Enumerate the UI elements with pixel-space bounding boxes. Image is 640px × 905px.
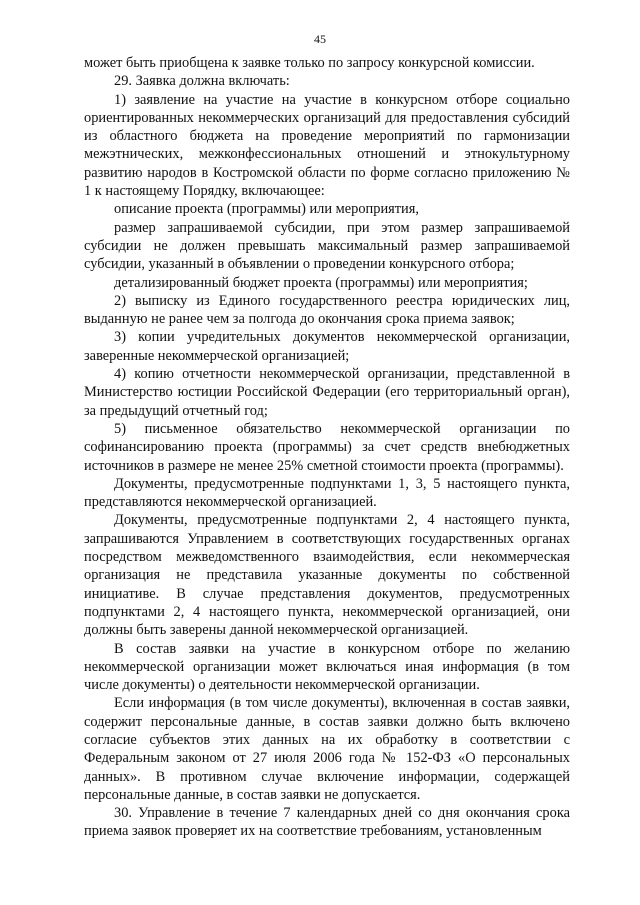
paragraph-subitem-1: 1) заявление на участие на участие в конкурсном отборе социально ориентированных некоммерческих организаций для предоставления субсидий из областного бюджета на проведение мероприятий по гармонизации межэтнических, межконфессиональных отношений и этнокультурному развитию народов в Костромской области по форме согласно приложению № 1 к настоящему Порядку, включающее:	[84, 91, 570, 200]
paragraph-detailed-budget: детализированный бюджет проекта (программы) или мероприятия;	[114, 274, 528, 291]
paragraph-additional-info: В состав заявки на участие в конкурсном отборе по желанию некоммерческой организации может включаться иная информация (в том числе документы) о деятельности некоммерческой организации.	[84, 640, 570, 694]
paragraph-subitem-4: 4) копию отчетности некоммерческой организации, представленной в Министерство юстиции Российской Федерации (его территориальный орган), за предыдущий отчетный год;	[84, 366, 570, 419]
paragraph-project-description: описание проекта (программы) или мероприятия,	[114, 201, 419, 218]
paragraph-documents-2-4: Документы, предусмотренные подпунктами 2, 4 настоящего пункта, запрашиваются Управлением в соответствующих государственных органах посредством межведомственного взаимодействия, если некоммерческая организация не представила указанные документы по собственной инициативе. В случае представления документов, предусмотренных подпунктами 2, 4 настоящего пункта, некоммерческой организацией, они должны быть заверены данной некоммерческой организацией.	[84, 512, 570, 639]
paragraph-continuation: может быть приобщена к заявке только по запросу конкурсной комиссии.	[84, 55, 535, 71]
paragraph-subitem-5: 5) письменное обязательство некоммерческой организации по софинансированию проекта (программы) за счет средств внебюджетных источников в размере не менее 25% сметной стоимости проекта (программы).	[84, 420, 570, 474]
paragraph-subitem-2: 2) выписку из Единого государственного реестра юридических лиц, выданную не ранее чем за полгода до окончания срока приема заявок;	[84, 292, 570, 328]
paragraph-item-30: 30. Управление в течение 7 календарных дней со дня окончания срока приема заявок проверяет их на соответствие требованиям, установленным	[84, 805, 570, 840]
paragraph-item-29-heading: 29. Заявка должна включать:	[114, 73, 290, 90]
paragraph-personal-data: Если информация (в том числе документы), включенная в состав заявки, содержит персональные данные, в состав заявки должно быть включено согласие субъектов этих данных на их обработку в соответствии с Федеральным законом от 27 июля 2006 года № 152-ФЗ «О персональных данных». В противном случае включение информации, содержащей персональные данные, в состав заявки не допускается.	[84, 695, 570, 803]
page-number: 45	[314, 32, 326, 46]
paragraph-subsidy-amount: размер запрашиваемой субсидии, при этом размер запрашиваемой субсидии не должен превышать максимальный размер запрашиваемой субсидии, указанный в объявлении о проведении конкурсного отбора;	[84, 219, 570, 273]
document-body	[84, 54, 570, 841]
paragraph-subitem-3: 3) копии учредительных документов некоммерческой организации, заверенные некоммерческой организацией;	[84, 329, 570, 364]
paragraph-documents-1-3-5: Документы, предусмотренные подпунктами 1, 3, 5 настоящего пункта, представляются некоммерческой организацией.	[84, 475, 570, 511]
